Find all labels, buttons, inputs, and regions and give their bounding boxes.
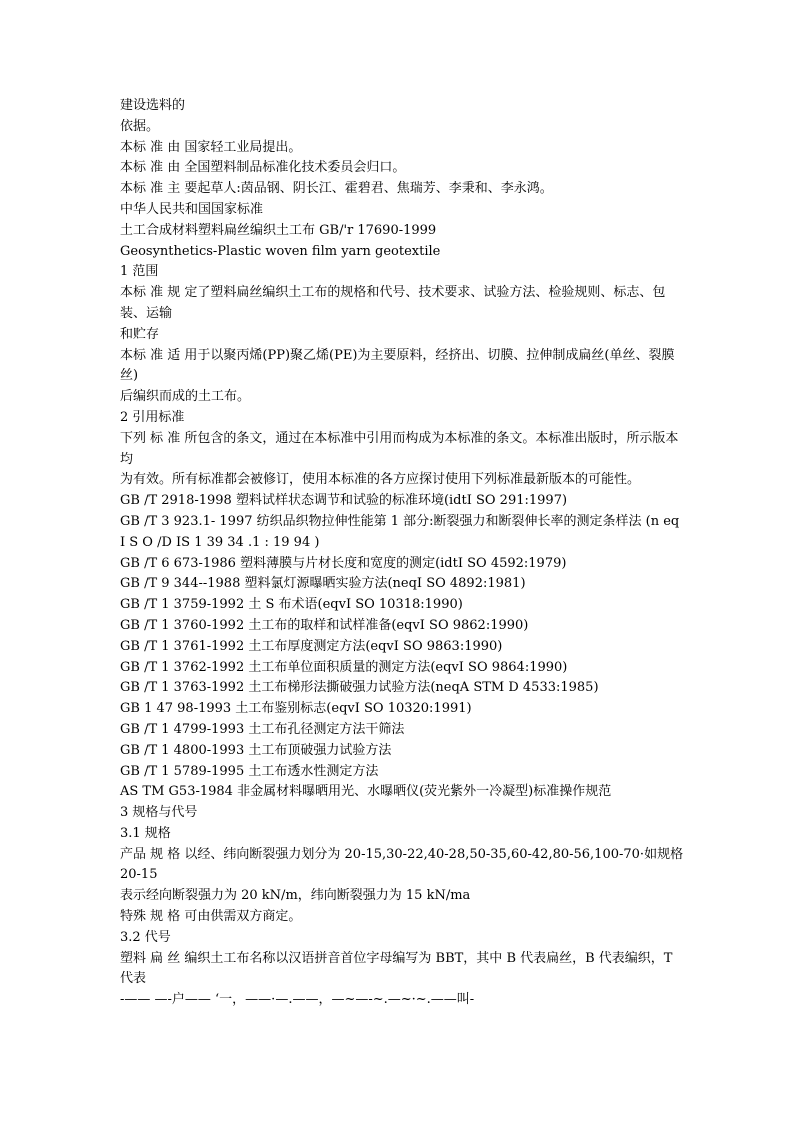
- reference-line: GB /T 1 4800-1993 土工布顶破强力试验方法: [120, 742, 392, 758]
- reference-line: GB /T 1 3759-1992 土 S 布术语(eqvI SO 10318:1990): [120, 597, 463, 613]
- text-line: 建设选料的: [120, 98, 186, 113]
- garbled-text-line: -—— —-户—— ‘一，——·—.——，—~—-~.—~·~.——叫-: [120, 992, 475, 1008]
- reference-line: GB /T 1 3763-1992 土工布梯形法撕破强力试验方法(neqA STM D 4533:1985): [120, 680, 599, 696]
- text-line: 本标 准 适 用于以聚丙烯(PP)聚乙烯(PE)为主要原料，经挤出、切膜、拉伸制成扁丝(单丝、裂膜丝): [120, 347, 675, 384]
- document-heading: 中华人民共和国国家标准: [120, 201, 264, 217]
- reference-line: GB /T 1 3761-1992 土工布厚度测定方法(eqvI SO 9863:1990): [120, 638, 503, 654]
- reference-line: GB /T 1 3760-1992 土工布的取样和试样准备(eqvI SO 9862:1990): [120, 617, 529, 633]
- text-line: 本标 准 规 定了塑料扁丝编织土工布的规格和代号、技术要求、试验方法、检验规则、标志、包装、运输: [120, 285, 666, 321]
- reference-line: GB /T 2918-1998 塑料试样状态调节和试验的标准环境(idtI SO 291:1997): [120, 493, 568, 509]
- text-line: 依据。: [120, 118, 160, 134]
- standard-title: 土工合成材料塑料扁丝编织土工布 GB/'r 17690-1999: [120, 222, 437, 238]
- section-heading: 1 范围: [120, 264, 159, 280]
- document-page: [120, 96, 688, 1011]
- text-line: 为有效。所有标准都会被修订，使用本标准的各方应探讨使用下列标准最新版本的可能性。: [120, 472, 641, 488]
- text-line: 表示经向断裂强力为 20 kN/m，纬向断裂强力为 15 kN/ma: [120, 888, 471, 904]
- text-line: 下列 标 准 所包含的条文，通过在本标准中引用而构成为本标准的条文。本标准出版时，所示版本均: [120, 430, 679, 467]
- section-heading: 3 规格与代号: [120, 805, 198, 821]
- reference-line: GB /T 3 923.1- 1997 纺织品织物拉伸性能第 1 部分:断裂强力和断裂伸长率的测定条样法 (n eq I S O /D IS 1 39 34 .1 : 19 94 ): [120, 513, 680, 550]
- section-heading: 2 引用标准: [120, 409, 185, 425]
- subsection-heading: 3.1 规格: [120, 825, 171, 841]
- text-line: 本标 准 由 国家轻工业局提出。: [120, 139, 302, 155]
- reference-line: GB /T 1 4799-1993 土工布孔径测定方法干筛法: [120, 721, 405, 737]
- reference-line: GB /T 6 673-1986 塑料薄膜与片材长度和宽度的测定(idtI SO 4592:1979): [120, 555, 567, 571]
- text-line: 和贮存: [120, 326, 160, 342]
- text-line: 后编织而成的土工布。: [120, 389, 251, 405]
- subsection-heading: 3.2 代号: [120, 929, 171, 945]
- reference-line: GB /T 9 344--1988 塑料氯灯源曝晒实验方法(neqI SO 4892:1981): [120, 576, 526, 592]
- english-title: Geosynthetics-Plastic woven film yarn geotextile: [120, 243, 441, 259]
- text-line: 本标 准 由 全国塑料制品标准化技术委员会归口。: [120, 160, 406, 176]
- text-line: 产品 规 格 以经、纬向断裂强力划分为 20-15,30-22,40-28,50-35,60-42,80-56,100-70·如规格 20-15: [120, 846, 684, 883]
- text-line: 塑料 扁 丝 编织土工布名称以汉语拼音首位字母编写为 BBT，其中 B 代表扁丝，B 代表编织，T 代表: [120, 950, 673, 987]
- reference-line: AS TM G53-1984 非金属材料曝晒用光、水曝晒仪(荧光紫外一冷凝型)标准操作规范: [120, 784, 612, 800]
- text-line: 特殊 规 格 可由供需双方商定。: [120, 909, 302, 925]
- reference-line: GB /T 1 5789-1995 土工布透水性测定方法: [120, 763, 379, 779]
- text-line: 本标 准 主 要起草人:茵品钢、阴长江、霍碧君、焦瑞芳、李秉和、李永鸿。: [120, 181, 553, 197]
- reference-line: GB 1 47 98-1993 土工布鉴别标志(eqvI SO 10320:1991): [120, 701, 472, 717]
- reference-line: GB /T 1 3762-1992 土工布单位面积质量的测定方法(eqvI SO 9864:1990): [120, 659, 568, 675]
